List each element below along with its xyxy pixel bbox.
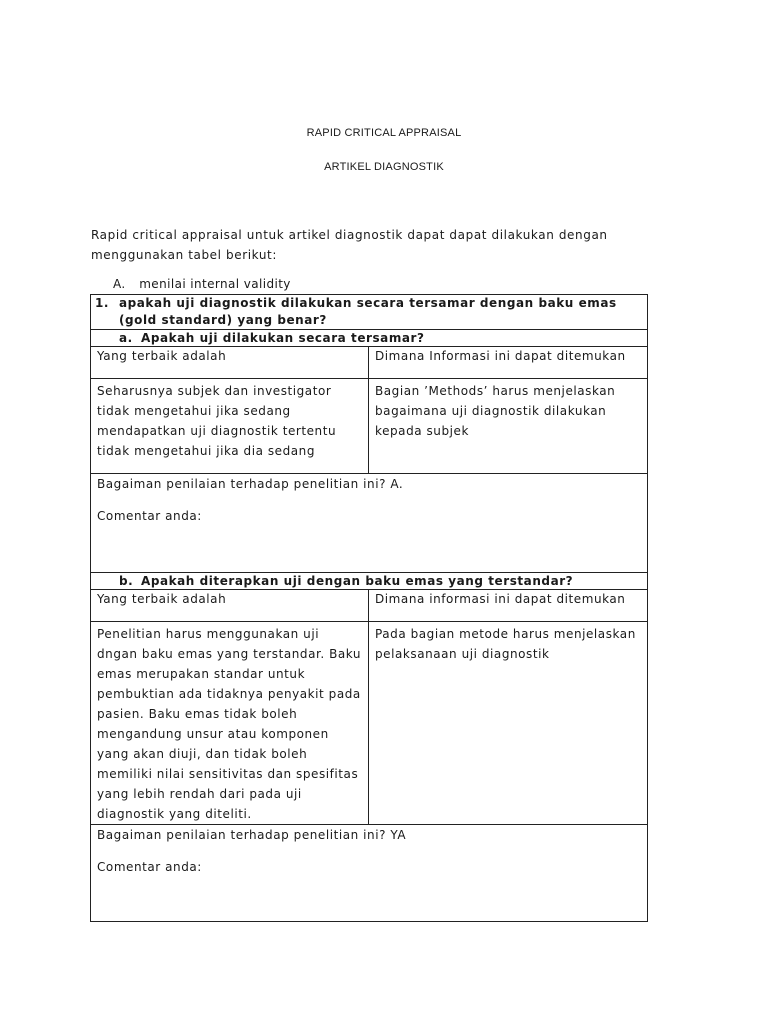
- document-title: RAPID CRITICAL APPRAISAL: [306, 127, 462, 139]
- part-b-assessment: Bagaiman penilaian terhadap penelitian ini? YA: [97, 828, 407, 842]
- part-a-assessment-cell: [91, 474, 648, 573]
- part-b-question-text: Apakah diterapkan uji dengan baku emas yang terstandar?: [141, 574, 574, 588]
- question-1-number: 1.: [95, 296, 110, 310]
- part-b-best-answer: Penelitian harus menggunakan uji dngan baku emas yang terstandar. Baku emas merupakan standar untuk pembuktian ada tidaknya penyakit pada pasien. Baku emas tidak boleh mengandung unsur atau komponen yang akan diuji, dan tidak boleh memiliki nilai sensitivitas dan spesifitas yang lebih rendah dari pada uji diagnostik yang diteliti.: [91, 622, 369, 825]
- part-a-best-answer: Seharusnya subjek dan investigator tidak mengetahui jika sedang mendapatkan uji diagnostik tertentu tidak mengetahui jika dia sedang: [91, 379, 369, 474]
- section-text: menilai internal validity: [139, 277, 291, 291]
- part-a-header-right: Dimana Informasi ini dapat ditemukan: [369, 347, 648, 379]
- appraisal-table: [90, 294, 648, 922]
- part-b-assessment-cell: [91, 825, 648, 922]
- part-a-comment-label: Comentar anda:: [97, 509, 202, 523]
- part-a-where-found: Bagian ’Methods’ harus menjelaskan bagaimana uji diagnostik dilakukan kepada subjek: [369, 379, 648, 474]
- question-1-text: apakah uji diagnostik dilakukan secara tersamar dengan baku emas (gold standard) yang benar?: [119, 296, 617, 327]
- section-label: A.: [113, 277, 126, 291]
- part-b-question: [91, 573, 648, 590]
- part-b-header-right: Dimana informasi ini dapat ditemukan: [369, 590, 648, 622]
- part-b-label: b.: [119, 574, 134, 588]
- part-b-where-found: Pada bagian metode harus menjelaskan pelaksanaan uji diagnostik: [369, 622, 648, 825]
- part-a-question: [91, 330, 648, 347]
- part-a-question-text: Apakah uji dilakukan secara tersamar?: [141, 331, 425, 345]
- section-heading: [113, 277, 291, 291]
- part-a-header-left: Yang terbaik adalah: [91, 347, 369, 379]
- part-b-header-left: Yang terbaik adalah: [91, 590, 369, 622]
- part-b-comment-label: Comentar anda:: [97, 860, 202, 874]
- part-a-label: a.: [119, 331, 133, 345]
- document-subtitle: ARTIKEL DIAGNOSTIK: [324, 161, 444, 173]
- intro-paragraph: Rapid critical appraisal untuk artikel diagnostik dapat dapat dilakukan dengan menggunakan tabel berikut:: [91, 228, 608, 262]
- question-1: [91, 295, 648, 330]
- part-a-assessment: Bagaiman penilaian terhadap penelitian ini? A.: [97, 477, 404, 491]
